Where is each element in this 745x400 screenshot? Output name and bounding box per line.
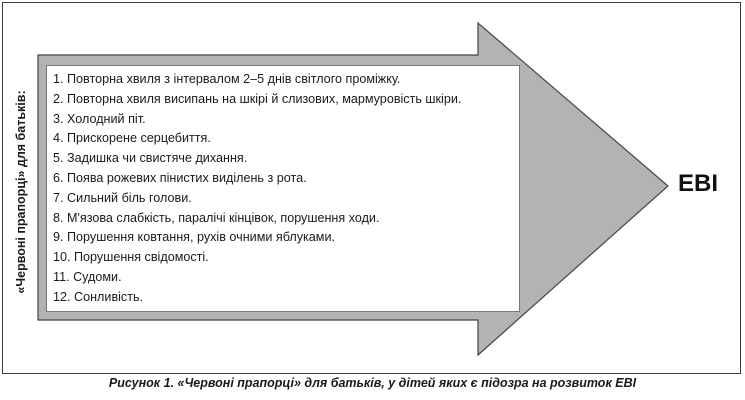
red-flags-box xyxy=(46,65,520,312)
list-item: 11. Судоми. xyxy=(53,269,122,284)
list-item: 5. Задишка чи свистяче дихання. xyxy=(53,151,248,166)
list-item: 9. Порушення ковтання, рухів очними яблуками. xyxy=(53,230,335,245)
list-item: 3. Холодний піт. xyxy=(53,111,146,126)
side-label: «Червоні прапорці» для батьків: xyxy=(14,90,28,294)
list-item: 2. Повторна хвиля висипань на шкірі й слизових, мармуровість шкіри. xyxy=(53,91,462,106)
figure-caption: Рисунок 1. «Червоні прапорці» для батьків, у дітей яких є підозра на розвиток EBI xyxy=(108,376,637,390)
list-item: 4. Прискорене серцебиття. xyxy=(53,131,211,146)
list-item: 7. Сильний біль голови. xyxy=(53,190,192,205)
list-item: 6. Поява рожевих пінистих виділень з рота. xyxy=(53,170,307,185)
list-item: 12. Сонливість. xyxy=(53,289,144,304)
list-item: 10. Порушення свідомості. xyxy=(53,250,209,265)
list-item: 1. Повторна хвиля з інтервалом 2–5 днів світлого проміжку. xyxy=(53,72,401,86)
target-label: EBI xyxy=(678,170,719,197)
red-flags-list xyxy=(47,66,519,308)
list-item: 8. М'язова слабкість, паралічі кінцівок, порушення ходи. xyxy=(53,210,380,225)
